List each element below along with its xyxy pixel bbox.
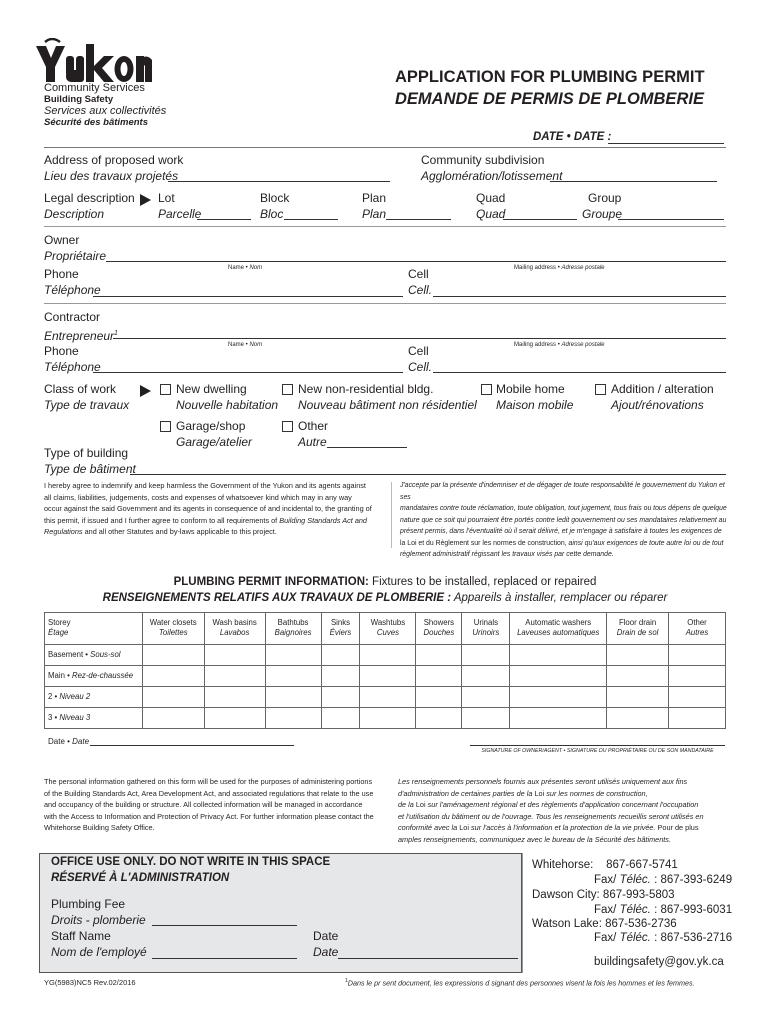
- table-cell[interactable]: [462, 645, 510, 666]
- table-cell[interactable]: [321, 666, 360, 687]
- branch-name: Building Safety: [44, 94, 114, 105]
- table-cell[interactable]: [462, 666, 510, 687]
- form-code: YG(5983)NC5 Rev.02/2016: [44, 978, 136, 987]
- quad-label-fr: Quad: [476, 207, 506, 221]
- garage-checkbox[interactable]: [160, 421, 171, 432]
- table-header-row: [45, 613, 726, 645]
- legal-label: Legal description: [44, 191, 135, 205]
- fee-label: Plumbing Fee: [51, 897, 126, 911]
- plan-field[interactable]: [386, 219, 451, 220]
- table-cell[interactable]: [510, 708, 607, 729]
- row-label: 3 • Niveau 3: [45, 708, 143, 729]
- office-date-label-fr: Date: [313, 945, 339, 959]
- yukon-logo: [34, 38, 152, 86]
- staff-field[interactable]: [152, 958, 297, 959]
- addition-checkbox[interactable]: [595, 384, 606, 395]
- table-cell[interactable]: [462, 687, 510, 708]
- owner-divider: [44, 303, 726, 304]
- email-link[interactable]: buildingsafety@gov.yk.ca: [594, 956, 724, 968]
- owner-phone-label: Phone: [44, 267, 79, 281]
- dept-name-fr: Services aux collectivités: [44, 105, 167, 117]
- table-cell[interactable]: [416, 708, 462, 729]
- date-field[interactable]: [608, 143, 724, 144]
- table-cell[interactable]: [607, 645, 669, 666]
- address-label-fr: Lieu des travaux projetés: [44, 169, 179, 183]
- owner-name-hint: Name • Nom: [228, 265, 263, 271]
- table-cell[interactable]: [669, 666, 726, 687]
- table-cell[interactable]: [462, 708, 510, 729]
- privacy-en: The personal information gathered on this form will be used for the purposes of administering portions of the Building Standards Act, Area Development Act, and associated regulations that relate to the use and occupancy of the building or structure. All collected information will be managed in accordance with the Access to Information and Protection of Privacy Act. For further information please contact the Whitehorse Building Safety Office.: [44, 777, 374, 832]
- table-cell[interactable]: [416, 687, 462, 708]
- address-field[interactable]: [168, 181, 390, 182]
- table-cell[interactable]: [669, 708, 726, 729]
- non-residential-label-fr: Nouveau bâtiment non résidentiel: [298, 398, 477, 412]
- table-row: [45, 708, 726, 729]
- contractor-cell-label-fr: Cell.: [408, 360, 433, 374]
- table-cell[interactable]: [510, 687, 607, 708]
- garage-label-fr: Garage/atelier: [176, 435, 253, 449]
- community-label: Community subdivision: [421, 153, 545, 167]
- col-storey: Storey Étage: [45, 613, 143, 645]
- col-sinks: Sinks Éviers: [321, 613, 360, 645]
- contractor-label: Contractor: [44, 310, 101, 324]
- block-label: Block: [260, 191, 290, 205]
- class-of-work-label: Class of work: [44, 382, 117, 396]
- owner-label-fr: Propriétaire: [44, 249, 107, 263]
- address-label: Address of proposed work: [44, 153, 184, 167]
- plumbing-heading: PLUMBING PERMIT INFORMATION: Fixtures to be installed, replaced or repaired: [173, 576, 597, 588]
- new-dwelling-checkbox[interactable]: [160, 384, 171, 395]
- contractor-phone-field[interactable]: [93, 372, 403, 373]
- non-residential-checkbox[interactable]: [282, 384, 293, 395]
- group-label: Group: [588, 191, 622, 205]
- class-of-work-label-fr: Type de travaux: [44, 398, 130, 412]
- dawson-phone: Dawson City: 867-993-5803: [532, 889, 675, 901]
- owner-phone-field[interactable]: [93, 296, 403, 297]
- signature-field[interactable]: [470, 745, 725, 746]
- non-residential-label: New non-residential bldg.: [298, 382, 434, 396]
- col-floor-drain: Floor drain Drain de sol: [607, 613, 669, 645]
- table-cell[interactable]: [360, 666, 416, 687]
- table-cell[interactable]: [142, 687, 204, 708]
- contractor-field[interactable]: [113, 338, 726, 339]
- page-title: APPLICATION FOR PLUMBING PERMIT: [395, 68, 705, 86]
- owner-field[interactable]: [106, 261, 726, 262]
- table-cell[interactable]: [204, 666, 265, 687]
- col-wash-basins: Wash basins Lavabos: [204, 613, 265, 645]
- col-water-closets: Water closets Toilettes: [142, 613, 204, 645]
- lot-label: Lot: [158, 191, 175, 205]
- row-label: Basement • Sous-sol: [45, 645, 143, 666]
- col-washtubs: Washtubs Cuves: [360, 613, 416, 645]
- table-cell[interactable]: [510, 666, 607, 687]
- contractor-phone-label: Phone: [44, 344, 79, 358]
- lot-label-fr: Parcelle: [158, 207, 202, 221]
- new-dwelling-label-fr: Nouvelle habitation: [176, 398, 279, 412]
- table-cell[interactable]: [607, 687, 669, 708]
- contractor-phone-label-fr: Téléphone: [44, 360, 101, 374]
- table-cell[interactable]: [142, 645, 204, 666]
- quad-field[interactable]: [503, 219, 577, 220]
- owner-mail-hint: Mailing address • Adresse postale: [514, 265, 605, 271]
- legal-divider: [44, 226, 726, 227]
- table-cell[interactable]: [204, 708, 265, 729]
- plan-label-fr: Plan: [362, 207, 387, 221]
- dept-name: Community Services: [44, 82, 145, 94]
- col-showers: Showers Douches: [416, 613, 462, 645]
- col-urinals: Urinals Urinoirs: [462, 613, 510, 645]
- table-row: [45, 645, 726, 666]
- other-field[interactable]: [327, 447, 407, 448]
- table-cell[interactable]: [204, 645, 265, 666]
- table-cell[interactable]: [321, 708, 360, 729]
- table-cell[interactable]: [321, 645, 360, 666]
- table-cell[interactable]: [265, 666, 321, 687]
- office-date-label: Date: [313, 929, 339, 943]
- table-row: [45, 666, 726, 687]
- table-cell[interactable]: [510, 645, 607, 666]
- yukon-logo-mark-icon: [34, 38, 152, 86]
- quad-label: Quad: [476, 191, 506, 205]
- table-cell[interactable]: [607, 666, 669, 687]
- arrow-icon: [140, 194, 151, 206]
- contractor-name-hint: Name • Nom: [228, 342, 263, 348]
- whitehorse-fax: Fax/ Téléc. : 867-393-6249: [594, 874, 733, 886]
- contractor-label-fr: Entrepreneur$^1$: [44, 329, 118, 343]
- staff-label-fr: Nom de l'employé: [51, 945, 147, 959]
- contractor-mail-hint: Mailing address • Adresse postale: [514, 342, 605, 348]
- whitehorse-phone: Whitehorse: 867-667-5741: [532, 859, 678, 871]
- community-label-fr: Agglomération/lotissement: [421, 169, 563, 183]
- owner-cell-label: Cell: [408, 267, 429, 281]
- fixtures-table: [44, 612, 726, 729]
- page-title-fr: DEMANDE DE PERMIS DE PLOMBERIE: [395, 90, 704, 108]
- owner-phone-label-fr: Téléphone: [44, 283, 101, 297]
- owner-cell-label-fr: Cell.: [408, 283, 433, 297]
- table-cell[interactable]: [416, 645, 462, 666]
- other-label: Other: [298, 419, 329, 433]
- other-label-fr: Autre: [298, 435, 327, 449]
- watson-fax: Fax/ Téléc. : 867-536-2716: [594, 932, 733, 944]
- community-field[interactable]: [550, 181, 717, 182]
- office-heading: OFFICE USE ONLY. DO NOT WRITE IN THIS SPACE: [51, 856, 331, 868]
- addition-label-fr: Ajout/rénovations: [611, 398, 704, 412]
- row-label: Main • Rez-de-chaussée: [45, 666, 143, 687]
- staff-label: Staff Name: [51, 929, 111, 943]
- addition-label: Addition / alteration: [611, 382, 714, 396]
- table-cell[interactable]: [265, 708, 321, 729]
- signature-date-label: Date • Date: [48, 737, 90, 746]
- table-cell[interactable]: [321, 687, 360, 708]
- group-label-fr: Groupe: [582, 207, 623, 221]
- table-cell[interactable]: [204, 687, 265, 708]
- header-divider: [44, 147, 726, 148]
- legal-label-fr: Description: [44, 207, 105, 221]
- contractor-cell-field[interactable]: [433, 372, 726, 373]
- col-bathtubs: Bathtubs Baignoires: [265, 613, 321, 645]
- block-field[interactable]: [284, 219, 338, 220]
- plumbing-heading-fr: RENSEIGNEMENTS RELATIFS AUX TRAVAUX DE PLOMBERIE : Appareils à installer, remplacer ou réparer: [102, 592, 668, 604]
- table-cell[interactable]: [669, 687, 726, 708]
- block-label-fr: Bloc: [260, 207, 284, 221]
- col-auto-washers: Automatic washers Laveuses automatiques: [510, 613, 607, 645]
- building-type-label-fr: Type de bâtiment: [44, 462, 136, 476]
- building-type-label: Type of building: [44, 446, 129, 460]
- table-cell[interactable]: [607, 708, 669, 729]
- col-other: Other Autres: [669, 613, 726, 645]
- new-dwelling-label: New dwelling: [176, 382, 247, 396]
- table-cell[interactable]: [360, 708, 416, 729]
- footer-note: $^1$Dans le pr sent document, les expressions d signant des personnes visent la fois les hommes et les femmes.: [345, 978, 695, 988]
- privacy-fr: Les renseignements personnels fournis aux présentes seront utilisés uniquement aux fins d'administration de certaines parties de la Loi sur les normes de construction, de la Loi sur l'aménagement régional et des règlements d'application concernant l'occupation et l'utilisation du bâtiment ou de l'ouvrage. Tous les renseignements recueillis seront utilisés en conformité avec la Loi sur l'accès à l'information et la protection de la vie privée. Pour de plus amples renseignements, communiquez avec le bureau de la Sécurité des bâtiments.: [398, 777, 704, 844]
- office-heading-fr: RÉSERVÉ À L'ADMINISTRATION: [51, 872, 230, 884]
- fee-label-fr: Droits - plomberie: [51, 913, 146, 927]
- watson-phone: Watson Lake: 867-536-2736: [532, 918, 677, 930]
- plan-label: Plan: [362, 191, 387, 205]
- row-label: 2 • Niveau 2: [45, 687, 143, 708]
- group-field[interactable]: [618, 219, 724, 220]
- table-cell[interactable]: [669, 645, 726, 666]
- indemnity-divider: [391, 482, 392, 548]
- office-date-field[interactable]: [338, 958, 518, 959]
- table-cell[interactable]: [265, 645, 321, 666]
- table-cell[interactable]: [265, 687, 321, 708]
- mobile-home-label-fr: Maison mobile: [496, 398, 574, 412]
- branch-name-fr: Sécurité des bâtiments: [44, 117, 149, 128]
- indemnity-fr: J'accepte par la présente d'indemniser et de dégager de toute responsabilité le gouvernement du Yukon et ses mandataires contre toute réclamation, toute obligation, tout jugement, tous frais ou tous dépens de quelque nature que ce soit qui pourraient être portés contre ledit gouvernement ou ses mandataires relativement au présent permis, dans l'éventualité où il serait délivré, et je m'engage à satisfaire à toutes les exigences de la Loi et du Règlement sur les normes de construction, ainsi qu'aux exigences de toute autre loi ou de tout règlement administratif régissant les travaux visés par cette demande.: [400, 482, 727, 558]
- building-type-field[interactable]: [130, 474, 726, 475]
- indemnity-en: I hereby agree to indemnify and keep harmless the Government of the Yukon and its agents against all claims, liabilities, judgements, costs and expenses of whatsoever kind which may in any way occur against the said Government and its agents in consequence of and incidental to, the granting of this permit, if issued and I further agree to conform to all requirements of Building Standards Act and Regulations and all other Statutes and by-laws applicable to this project.: [44, 481, 372, 536]
- owner-cell-field[interactable]: [433, 296, 726, 297]
- garage-label: Garage/shop: [176, 419, 246, 433]
- mobile-home-label: Mobile home: [496, 382, 565, 396]
- dawson-fax: Fax/ Téléc. : 867-993-6031: [594, 904, 733, 916]
- owner-label: Owner: [44, 233, 80, 247]
- table-row: [45, 687, 726, 708]
- date-label: DATE • DATE :: [533, 131, 612, 143]
- lot-field[interactable]: [197, 219, 251, 220]
- table-cell[interactable]: [360, 687, 416, 708]
- contractor-cell-label: Cell: [408, 344, 429, 358]
- contacts-divider: [522, 853, 523, 973]
- arrow-icon: [140, 385, 151, 397]
- other-checkbox[interactable]: [282, 421, 293, 432]
- table-cell[interactable]: [416, 666, 462, 687]
- table-cell[interactable]: [142, 708, 204, 729]
- office-use-box: [39, 853, 522, 973]
- signature-caption: SIGNATURE OF OWNER/AGENT • SIGNATURE DU PROPRIÉTAIRE OU DE SON MANDATAIRE: [481, 748, 714, 754]
- mobile-home-checkbox[interactable]: [481, 384, 492, 395]
- table-cell[interactable]: [142, 666, 204, 687]
- signature-date-field[interactable]: [90, 745, 294, 746]
- table-cell[interactable]: [360, 645, 416, 666]
- fee-field[interactable]: [152, 925, 297, 926]
